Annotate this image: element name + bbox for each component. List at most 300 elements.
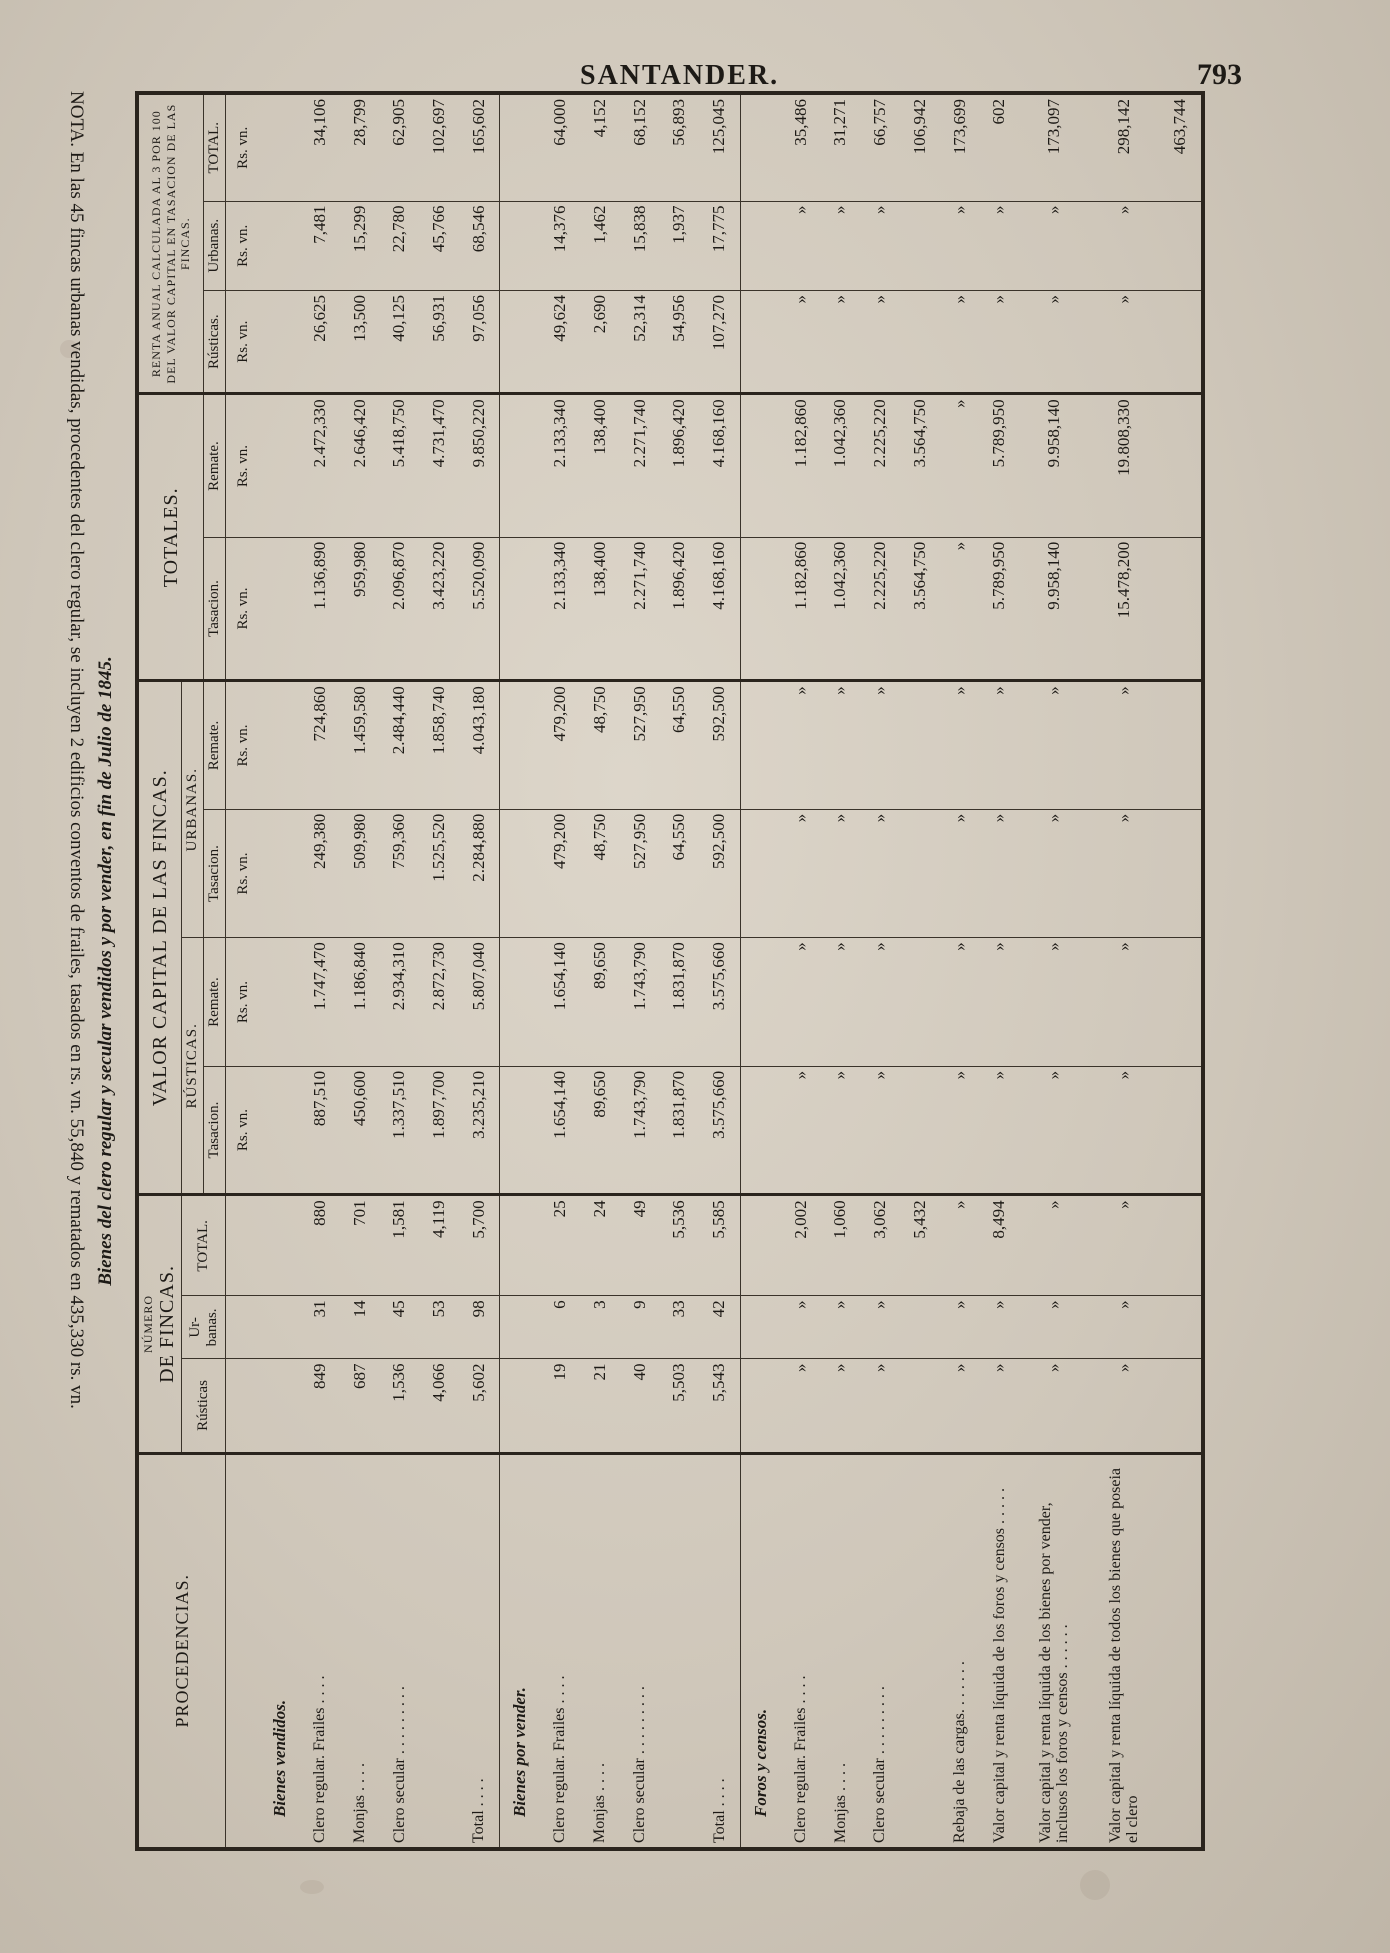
table-cell: » bbox=[1019, 1195, 1089, 1296]
table-cell: 2.646,420 bbox=[340, 394, 380, 537]
table-cell: 24 bbox=[580, 1195, 620, 1296]
table-cell: 14,376 bbox=[540, 201, 580, 291]
table-cell: 2.133,340 bbox=[540, 537, 580, 680]
table-cell: 45,766 bbox=[419, 201, 459, 291]
table-cell: 5.807,040 bbox=[459, 938, 500, 1067]
table-cell: 687 bbox=[340, 1359, 380, 1453]
table-cell: » bbox=[860, 809, 900, 938]
rotated-table-block bbox=[66, 91, 1205, 1851]
table-row bbox=[340, 93, 380, 1849]
table-cell: 15,299 bbox=[340, 201, 380, 291]
table-cell: 19 bbox=[540, 1359, 580, 1453]
col-rusticas: Rústicas bbox=[182, 1359, 226, 1453]
table-cell: » bbox=[940, 291, 980, 394]
table-cell: 4,119 bbox=[419, 1195, 459, 1296]
table-cell: 479,200 bbox=[540, 809, 580, 938]
table-cell: 5,536 bbox=[660, 1195, 700, 1296]
table-cell: 724,860 bbox=[300, 681, 340, 810]
table-cell: » bbox=[821, 291, 861, 394]
col-urbanas: Ur-banas. bbox=[182, 1296, 226, 1359]
table-cell: 97,056 bbox=[459, 291, 500, 394]
table-cell: 5,700 bbox=[459, 1195, 500, 1296]
table-row bbox=[459, 93, 500, 1849]
table-cell: » bbox=[781, 938, 821, 1067]
table-row bbox=[620, 93, 660, 1849]
row-sublabel: Monjas . . . . bbox=[591, 1763, 609, 1843]
table-cell bbox=[900, 291, 940, 394]
table-row bbox=[580, 93, 620, 1849]
table-cell: » bbox=[821, 1296, 861, 1359]
table-cell: 880 bbox=[300, 1195, 340, 1296]
table-cell: 1.042,360 bbox=[821, 537, 861, 680]
row-label bbox=[860, 1453, 900, 1849]
table-cell: 4.731,470 bbox=[419, 394, 459, 537]
row-procedencia: Clero regular. bbox=[311, 1755, 329, 1843]
row-sublabel: Monjas . . . . bbox=[350, 1763, 368, 1843]
table-cell: 592,500 bbox=[699, 809, 740, 938]
table-cell: 849 bbox=[300, 1359, 340, 1453]
table-cell: 173,097 bbox=[1019, 93, 1089, 201]
table-cell: » bbox=[821, 201, 861, 291]
table-cell: » bbox=[1089, 1195, 1159, 1296]
table-cell: 3.564,750 bbox=[900, 537, 940, 680]
table-cell: » bbox=[781, 1066, 821, 1195]
table-cell: 1.896,420 bbox=[660, 394, 700, 537]
table-cell: 64,550 bbox=[660, 809, 700, 938]
table-cell: 5,503 bbox=[660, 1359, 700, 1453]
table-cell: 1.858,740 bbox=[419, 681, 459, 810]
table-cell: 1.459,580 bbox=[340, 681, 380, 810]
table-cell: » bbox=[821, 1066, 861, 1195]
table-cell: 138,400 bbox=[580, 537, 620, 680]
section-title: Bienes vendidos. bbox=[270, 1699, 290, 1817]
table-cell: » bbox=[781, 809, 821, 938]
section-row bbox=[500, 93, 541, 1849]
table-cell: 887,510 bbox=[300, 1066, 340, 1195]
row-procedencia: Clero secular . . . . . . . . . bbox=[630, 1686, 648, 1843]
table-cell: 53 bbox=[419, 1296, 459, 1359]
table-cell: » bbox=[1019, 681, 1089, 810]
table-cell: 45 bbox=[379, 1296, 419, 1359]
table-cell: 4.168,160 bbox=[699, 537, 740, 680]
table-cell: 48,750 bbox=[580, 681, 620, 810]
row-label bbox=[821, 1453, 861, 1849]
table-cell: 7,481 bbox=[300, 201, 340, 291]
table-cell: » bbox=[940, 1066, 980, 1195]
table-cell: » bbox=[781, 1359, 821, 1453]
table-cell: 527,950 bbox=[620, 681, 660, 810]
table-cell: 2.934,310 bbox=[379, 938, 419, 1067]
table-cell: » bbox=[940, 201, 980, 291]
table-cell: » bbox=[1089, 291, 1159, 394]
table-cell: 2,690 bbox=[580, 291, 620, 394]
table-cell: 2,002 bbox=[781, 1195, 821, 1296]
row-label bbox=[1089, 1453, 1159, 1849]
table-cell: » bbox=[979, 809, 1019, 938]
unit-label: Rs. vn. bbox=[226, 394, 261, 537]
table-cell: 602 bbox=[979, 93, 1019, 201]
table-cell: » bbox=[1089, 1359, 1159, 1453]
col-numero-top: NÚMERO bbox=[141, 1294, 155, 1353]
table-cell: 959,980 bbox=[340, 537, 380, 680]
table-cell: 9.958,140 bbox=[1019, 394, 1089, 537]
col-tasacion-2: Tasacion. bbox=[204, 809, 226, 938]
row-sublabel: Frailes . . . . bbox=[791, 1675, 809, 1752]
row-label bbox=[540, 1453, 580, 1849]
row-procedencia: Valor capital y renta líquida de los foros y censos . . . . . bbox=[990, 1487, 1008, 1843]
table-cell: 21 bbox=[580, 1359, 620, 1453]
table-cell: 173,699 bbox=[940, 93, 980, 201]
table-cell: » bbox=[940, 809, 980, 938]
row-label bbox=[620, 1453, 660, 1849]
table-cell: 1,581 bbox=[379, 1195, 419, 1296]
table-cell: 34,106 bbox=[300, 93, 340, 201]
table-cell: » bbox=[860, 201, 900, 291]
unit-label: Rs. vn. bbox=[226, 809, 261, 938]
table-cell: 450,600 bbox=[340, 1066, 380, 1195]
table-cell: 62,905 bbox=[379, 93, 419, 201]
row-procedencia: Clero regular. bbox=[791, 1755, 809, 1843]
table-cell: » bbox=[940, 537, 980, 680]
table-cell: » bbox=[1089, 681, 1159, 810]
table-cell: 2.472,330 bbox=[300, 394, 340, 537]
table-row bbox=[699, 93, 740, 1849]
table-cell: 1,937 bbox=[660, 201, 700, 291]
table-cell: » bbox=[979, 938, 1019, 1067]
table-cell: » bbox=[979, 1066, 1019, 1195]
table-cell: » bbox=[940, 1359, 980, 1453]
table-cell: 56,893 bbox=[660, 93, 700, 201]
table-cell: » bbox=[860, 1296, 900, 1359]
table-cell: » bbox=[1019, 1066, 1089, 1195]
col-remate-2: Remate. bbox=[204, 681, 226, 810]
table-cell: 4.168,160 bbox=[699, 394, 740, 537]
table-cell: 56,931 bbox=[419, 291, 459, 394]
table-cell: 25 bbox=[540, 1195, 580, 1296]
table-cell: » bbox=[781, 201, 821, 291]
table-cell: » bbox=[979, 291, 1019, 394]
col-renta-urbanas: Urbanas. bbox=[204, 201, 226, 291]
col-valor-capital: VALOR CAPITAL DE LAS FINCAS. bbox=[137, 681, 182, 1195]
table-cell: 1.743,790 bbox=[620, 1066, 660, 1195]
table-row bbox=[979, 93, 1019, 1849]
table-cell: » bbox=[860, 1359, 900, 1453]
table-cell: » bbox=[940, 681, 980, 810]
row-label bbox=[1019, 1453, 1089, 1849]
table-cell: 9.850,220 bbox=[459, 394, 500, 537]
table-cell bbox=[900, 681, 940, 810]
table-cell: 35,486 bbox=[781, 93, 821, 201]
table-cell: 15,838 bbox=[620, 201, 660, 291]
section-title: Bienes por vender. bbox=[510, 1687, 530, 1817]
table-cell: 5,585 bbox=[699, 1195, 740, 1296]
table-cell: 2.872,730 bbox=[419, 938, 459, 1067]
table-cell: 89,650 bbox=[580, 938, 620, 1067]
table-cell: 701 bbox=[340, 1195, 380, 1296]
unit-label: Rs. vn. bbox=[226, 201, 261, 291]
table-cell: » bbox=[1019, 1296, 1089, 1359]
row-label bbox=[660, 1453, 700, 1849]
table-cell: 3.423,220 bbox=[419, 537, 459, 680]
unit-label: Rs. vn. bbox=[226, 938, 261, 1067]
table-caption: Bienes del clero regular y secular vendidos y por vender, en fin de Julio de 1845. bbox=[95, 656, 116, 1286]
table-cell: 64,550 bbox=[660, 681, 700, 810]
table-row bbox=[900, 93, 940, 1849]
row-label bbox=[459, 1453, 500, 1849]
table-cell: 54,956 bbox=[660, 291, 700, 394]
table-cell: 1.042,360 bbox=[821, 394, 861, 537]
table-cell: » bbox=[821, 1359, 861, 1453]
table-cell bbox=[900, 1296, 940, 1359]
row-label bbox=[699, 1453, 740, 1849]
table-cell: 3.575,660 bbox=[699, 938, 740, 1067]
section-row bbox=[740, 93, 781, 1849]
table-cell: 40,125 bbox=[379, 291, 419, 394]
table-cell bbox=[900, 809, 940, 938]
table-cell: 42 bbox=[699, 1296, 740, 1359]
row-procedencia: Clero secular . . . . . . . . . bbox=[871, 1686, 889, 1843]
table-cell bbox=[900, 1359, 940, 1453]
row-label bbox=[900, 1453, 940, 1849]
row-label bbox=[379, 1453, 419, 1849]
table-cell: 2.271,740 bbox=[620, 394, 660, 537]
table-cell: 2.284,880 bbox=[459, 809, 500, 938]
col-totales: TOTALES. bbox=[137, 394, 204, 681]
table-cell: 68,546 bbox=[459, 201, 500, 291]
col-renta: RENTA ANUAL CALCULADA AL 3 POR 100 DEL VALOR CAPITAL EN TASACION DE LAS FINCAS. bbox=[137, 93, 204, 394]
table-cell: 1.136,890 bbox=[300, 537, 340, 680]
table-cell: 1.743,790 bbox=[620, 938, 660, 1067]
unit-row bbox=[226, 93, 261, 1849]
col-remate-1: Remate. bbox=[204, 938, 226, 1067]
row-procedencia: Total . . . . bbox=[470, 1778, 488, 1843]
section-row bbox=[260, 93, 300, 1849]
table-cell: 19.808,330 bbox=[1089, 394, 1159, 537]
final-total-row bbox=[1159, 93, 1203, 1849]
table-cell: » bbox=[1019, 201, 1089, 291]
table-cell: 89,650 bbox=[580, 1066, 620, 1195]
table-cell: 4,066 bbox=[419, 1359, 459, 1453]
table-cell: » bbox=[940, 394, 980, 537]
table-cell: 2.484,440 bbox=[379, 681, 419, 810]
unit-label: Rs. vn. bbox=[226, 93, 261, 201]
table-cell: » bbox=[1019, 291, 1089, 394]
table-cell: » bbox=[1089, 938, 1159, 1067]
table-cell: 6 bbox=[540, 1296, 580, 1359]
table-cell: 527,950 bbox=[620, 809, 660, 938]
table-cell: 5,432 bbox=[900, 1195, 940, 1296]
table-cell: 5,543 bbox=[699, 1359, 740, 1453]
table-cell: » bbox=[860, 681, 900, 810]
page-header bbox=[0, 56, 1390, 96]
table-cell: 17,775 bbox=[699, 201, 740, 291]
table-cell: 5,602 bbox=[459, 1359, 500, 1453]
statistics-table bbox=[135, 91, 1205, 1851]
table-cell: 1.186,840 bbox=[340, 938, 380, 1067]
table-cell: 31,271 bbox=[821, 93, 861, 201]
unit-label: Rs. vn. bbox=[226, 1066, 261, 1195]
table-cell: » bbox=[1019, 938, 1089, 1067]
table-cell: 125,045 bbox=[699, 93, 740, 201]
col-renta-total: TOTAL. bbox=[204, 93, 226, 201]
table-cell: 102,697 bbox=[419, 93, 459, 201]
table-cell: 1,462 bbox=[580, 201, 620, 291]
table-cell: 2.225,220 bbox=[860, 394, 900, 537]
table-cell: 28,799 bbox=[340, 93, 380, 201]
table-row bbox=[300, 93, 340, 1849]
table-cell: 3,062 bbox=[860, 1195, 900, 1296]
section-title: Foros y censos. bbox=[750, 1708, 770, 1817]
table-cell: 509,980 bbox=[340, 809, 380, 938]
table-row bbox=[540, 93, 580, 1849]
col-renta-rusticas: Rústicas. bbox=[204, 291, 226, 394]
table-row bbox=[940, 93, 980, 1849]
page-title: SANTANDER. bbox=[580, 60, 780, 91]
table-cell: » bbox=[979, 1296, 1019, 1359]
table-cell: 592,500 bbox=[699, 681, 740, 810]
table-cell: 9.958,140 bbox=[1019, 537, 1089, 680]
table-cell: 49,624 bbox=[540, 291, 580, 394]
table-cell: » bbox=[979, 1359, 1019, 1453]
row-procedencia: Valor capital y renta líquida de los bienes por vender, inclusos los foros y censos . . . . . . bbox=[1036, 1502, 1072, 1843]
table-cell: » bbox=[979, 201, 1019, 291]
table-cell: 9 bbox=[620, 1296, 660, 1359]
table-cell: 1.896,420 bbox=[660, 537, 700, 680]
final-total: 463,744 bbox=[1159, 93, 1203, 201]
table-cell: 1.182,860 bbox=[781, 394, 821, 537]
table-cell: » bbox=[1019, 1359, 1089, 1453]
table-cell: 138,400 bbox=[580, 394, 620, 537]
table-cell bbox=[900, 201, 940, 291]
table-cell: 48,750 bbox=[580, 809, 620, 938]
page-number: 793 bbox=[1197, 58, 1242, 91]
col-tasacion-3: Tasacion. bbox=[204, 537, 226, 680]
table-cell: 52,314 bbox=[620, 291, 660, 394]
table-cell: 5.789,950 bbox=[979, 394, 1019, 537]
table-cell: 22,780 bbox=[379, 201, 419, 291]
table-cell: 4,152 bbox=[580, 93, 620, 201]
col-total: TOTAL. bbox=[182, 1195, 226, 1296]
table-cell: 40 bbox=[620, 1359, 660, 1453]
col-remate-3: Remate. bbox=[204, 394, 226, 537]
table-body bbox=[226, 93, 1204, 1849]
table-row bbox=[419, 93, 459, 1849]
col-numero-main: DE FINCAS. bbox=[156, 1265, 178, 1383]
table-cell: 2.096,870 bbox=[379, 537, 419, 680]
col-tasacion-1: Tasacion. bbox=[204, 1066, 226, 1195]
table-cell: 14 bbox=[340, 1296, 380, 1359]
table-cell: » bbox=[1019, 809, 1089, 938]
row-label bbox=[300, 1453, 340, 1849]
table-cell: » bbox=[860, 1066, 900, 1195]
table-cell: » bbox=[979, 681, 1019, 810]
row-label bbox=[340, 1453, 380, 1849]
table-row bbox=[1019, 93, 1089, 1849]
table-cell: » bbox=[1089, 1066, 1159, 1195]
row-procedencia: Clero secular . . . . . . . . . bbox=[390, 1686, 408, 1843]
table-cell: 298,142 bbox=[1089, 93, 1159, 201]
table-cell: » bbox=[781, 681, 821, 810]
table-cell: 5.789,950 bbox=[979, 537, 1019, 680]
table-row bbox=[1089, 93, 1159, 1849]
table-cell: 1,536 bbox=[379, 1359, 419, 1453]
table-cell: 31 bbox=[300, 1296, 340, 1359]
row-label bbox=[419, 1453, 459, 1849]
row-sublabel: Monjas . . . . bbox=[831, 1763, 849, 1843]
table-cell: » bbox=[821, 938, 861, 1067]
table-cell: 1.182,860 bbox=[781, 537, 821, 680]
table-cell: 249,380 bbox=[300, 809, 340, 938]
row-label bbox=[580, 1453, 620, 1849]
table-cell: 1.654,140 bbox=[540, 1066, 580, 1195]
table-cell: 4.043,180 bbox=[459, 681, 500, 810]
table-row bbox=[379, 93, 419, 1849]
table-cell: 15.478,200 bbox=[1089, 537, 1159, 680]
table-cell: 479,200 bbox=[540, 681, 580, 810]
table-cell: » bbox=[1089, 1296, 1159, 1359]
table-cell: 165,602 bbox=[459, 93, 500, 201]
unit-label: Rs. vn. bbox=[226, 537, 261, 680]
unit-label: Rs. vn. bbox=[226, 681, 261, 810]
table-cell: 1.831,870 bbox=[660, 1066, 700, 1195]
table-cell: » bbox=[781, 291, 821, 394]
row-label bbox=[940, 1453, 980, 1849]
table-cell: 49 bbox=[620, 1195, 660, 1296]
table-cell: » bbox=[940, 938, 980, 1067]
table-cell: » bbox=[781, 1296, 821, 1359]
table-row bbox=[781, 93, 821, 1849]
col-procedencias: PROCEDENCIAS. bbox=[171, 1574, 192, 1728]
table-cell: 759,360 bbox=[379, 809, 419, 938]
table-row bbox=[660, 93, 700, 1849]
row-procedencia: Total . . . . bbox=[710, 1778, 728, 1843]
col-numero bbox=[137, 1195, 182, 1453]
table-cell: » bbox=[860, 938, 900, 1067]
table-cell: » bbox=[940, 1195, 980, 1296]
table-cell: 98 bbox=[459, 1296, 500, 1359]
table-cell: 1,060 bbox=[821, 1195, 861, 1296]
row-procedencia: Clero regular. bbox=[551, 1755, 569, 1843]
row-label bbox=[979, 1453, 1019, 1849]
table-cell: 5.520,090 bbox=[459, 537, 500, 680]
row-procedencia: Valor capital y renta líquida de todos los bienes que poseia el clero bbox=[1106, 1467, 1142, 1843]
table-row bbox=[860, 93, 900, 1849]
table-row bbox=[821, 93, 861, 1849]
table-cell: 3.564,750 bbox=[900, 394, 940, 537]
table-cell: 33 bbox=[660, 1296, 700, 1359]
table-cell: » bbox=[1089, 809, 1159, 938]
unit-label: Rs. vn. bbox=[226, 291, 261, 394]
table-cell: 1.897,700 bbox=[419, 1066, 459, 1195]
table-cell: 2.225,220 bbox=[860, 537, 900, 680]
table-cell bbox=[900, 1066, 940, 1195]
table-cell: 5.418,750 bbox=[379, 394, 419, 537]
table-cell: 8,494 bbox=[979, 1195, 1019, 1296]
col-rusticas-group: RÚSTICAS. bbox=[182, 938, 204, 1195]
table-cell bbox=[900, 938, 940, 1067]
table-cell: 68,152 bbox=[620, 93, 660, 201]
table-cell: 106,942 bbox=[900, 93, 940, 201]
table-cell: » bbox=[1089, 201, 1159, 291]
table-cell: 1.525,520 bbox=[419, 809, 459, 938]
table-cell: 1.747,470 bbox=[300, 938, 340, 1067]
footnote: NOTA. En las 45 fincas urbanas vendidas, procedentes del clero regular, se incluyen 2 edificios conventos de frailes, tasados en rs. vn. 55,840 y rematados en 435,330 rs. vn. bbox=[66, 91, 87, 1409]
col-urbanas-group: URBANAS. bbox=[182, 681, 204, 938]
table-cell: 26,625 bbox=[300, 291, 340, 394]
table-cell: » bbox=[940, 1296, 980, 1359]
row-procedencia: Rebaja de las cargas. . . . . . . bbox=[950, 1661, 968, 1843]
table-cell: » bbox=[821, 681, 861, 810]
